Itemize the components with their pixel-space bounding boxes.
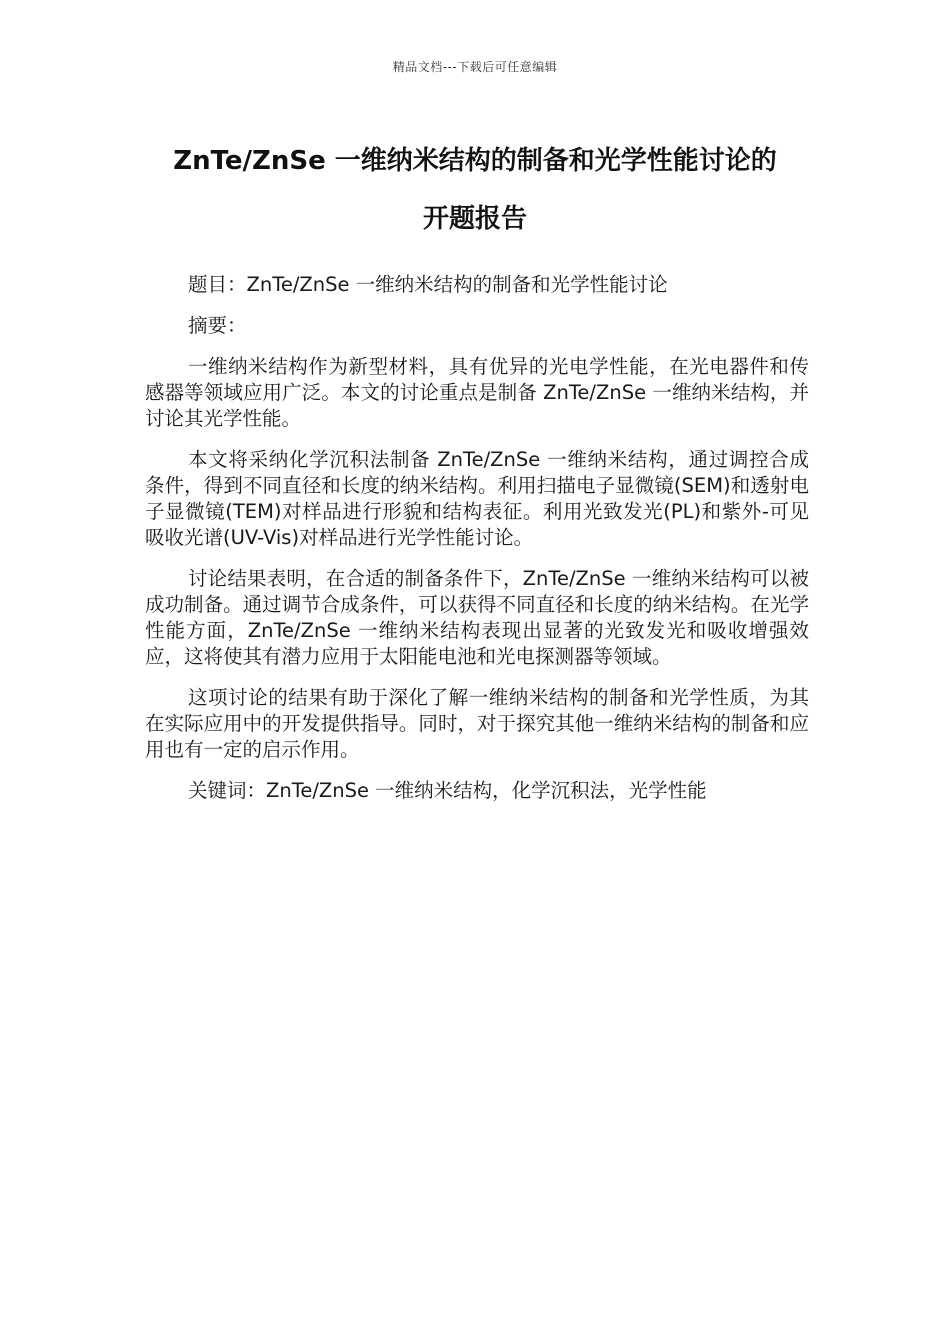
topic-line: 题目：ZnTe/ZnSe 一维纳米结构的制备和光学性能讨论 <box>188 273 668 296</box>
document-body <box>145 272 809 819</box>
abstract-paragraph-4: 这项讨论的结果有助于深化了解一维纳米结构的制备和光学性质，为其在实际应用中的开发提供指导。同时，对于探究其他一维纳米结构的制备和应用也有一定的启示作用。 <box>145 686 809 761</box>
abstract-paragraph-3: 讨论结果表明，在合适的制备条件下，ZnTe/ZnSe 一维纳米结构可以被成功制备。通过调节合成条件，可以获得不同直径和长度的纳米结构。在光学性能方面，ZnTe/ZnSe 一维纳米结构表现出显著的光致发光和吸收增强效应，这将使其有潜力应用于太阳能电池和光电探测器等领域。 <box>145 567 809 668</box>
abstract-label: 摘要： <box>188 314 247 337</box>
abstract-paragraph-2: 本文将采纳化学沉积法制备 ZnTe/ZnSe 一维纳米结构，通过调控合成条件，得到不同直径和长度的纳米结构。利用扫描电子显微镜(SEM)和透射电子显微镜(TEM)对样品进行形貌和结构表征。利用光致发光(PL)和紫外-可见吸收光谱(UV-Vis)对样品进行光学性能讨论。 <box>145 448 809 549</box>
header-note: 精品文档---下载后可任意编辑 <box>392 60 558 74</box>
keywords-line: 关键词：ZnTe/ZnSe 一维纳米结构，化学沉积法，光学性能 <box>188 779 707 802</box>
abstract-paragraph-1: 一维纳米结构作为新型材料，具有优异的光电学性能，在光电器件和传感器等领域应用广泛。本文的讨论重点是制备 ZnTe/ZnSe 一维纳米结构，并讨论其光学性能。 <box>145 355 809 430</box>
title-line-1: ZnTe/ZnSe 一维纳米结构的制备和光学性能讨论的 <box>173 146 777 176</box>
title-line-2: 开题报告 <box>422 204 527 234</box>
document-title <box>120 132 830 248</box>
